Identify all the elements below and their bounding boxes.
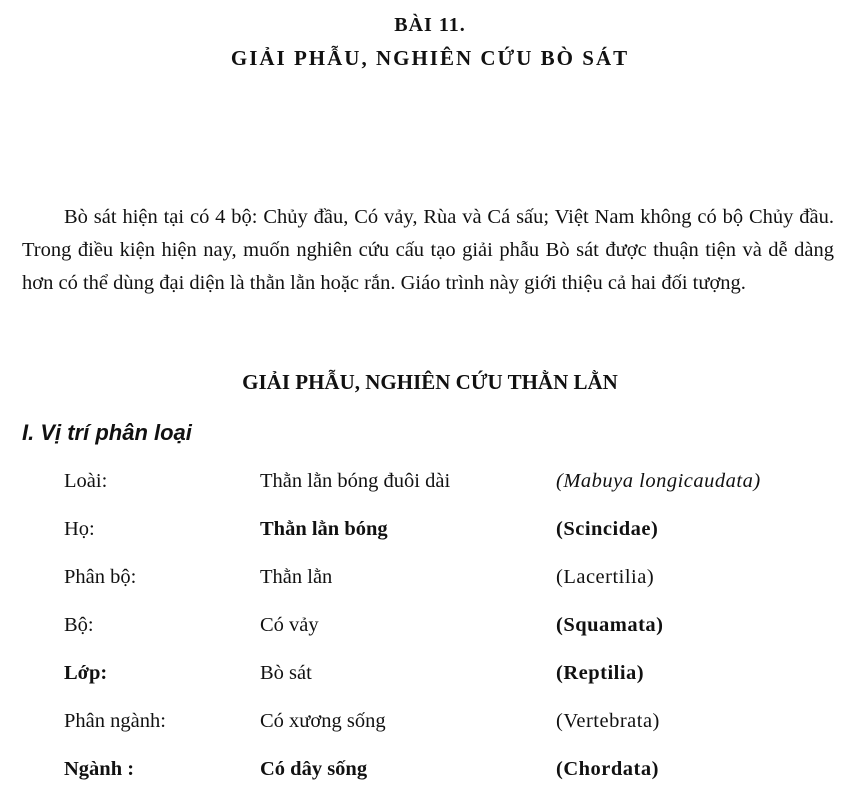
rank-label: Phân ngành:	[64, 710, 166, 732]
intro-paragraph: Bò sát hiện tại có 4 bộ: Chủy đầu, Có vảy, Rùa và Cá sấu; Việt Nam không có bộ Chủy đầu. Trong điều kiện hiện nay, muốn nghiên cứu cấu tạo giải phẫu Bò sát được thuận tiện và dễ dàng hơn có thể dùng đại diện là thằn lằn hoặc rắn. Giáo trình này giới thiệu cả hai đối tượng.	[22, 205, 834, 294]
taxonomy-row-phylum	[64, 758, 824, 806]
taxonomy-row-suborder	[64, 566, 824, 614]
sub-heading-classification: I. Vị trí phân loại	[22, 420, 192, 445]
scientific-name: (Squamata)	[556, 614, 664, 636]
vietnamese-name: Bò sát	[260, 662, 312, 684]
vietnamese-name: Có xương sống	[260, 710, 386, 732]
rank-label: Ngành :	[64, 758, 135, 780]
taxonomy-table	[64, 470, 824, 806]
taxonomy-row-family	[64, 518, 824, 566]
vietnamese-name: Có vảy	[260, 614, 319, 636]
lesson-number: BÀI 11.	[394, 14, 466, 36]
scientific-name: (Scincidae)	[556, 518, 659, 540]
rank-label: Bộ:	[64, 614, 94, 636]
rank-label: Phân bộ:	[64, 566, 137, 588]
taxonomy-row-class	[64, 662, 824, 710]
vietnamese-name: Thằn lằn bóng	[260, 518, 388, 540]
rank-label: Họ:	[64, 518, 95, 540]
rank-label: Lớp:	[64, 662, 108, 684]
chapter-title: GIẢI PHẪU, NGHIÊN CỨU BÒ SÁT	[230, 46, 630, 70]
vietnamese-name: Thằn lằn	[260, 566, 333, 588]
rank-label: Loài:	[64, 470, 108, 492]
taxonomy-row-subphylum	[64, 710, 824, 758]
scientific-name: (Reptilia)	[556, 662, 645, 684]
scientific-name: (Vertebrata)	[556, 710, 660, 732]
vietnamese-name: Thằn lằn bóng đuôi dài	[260, 470, 451, 492]
section-title: GIẢI PHẪU, NGHIÊN CỨU THẰN LẰN	[242, 370, 618, 394]
scientific-name: (Mabuya longicaudata)	[556, 470, 761, 492]
scientific-name: (Chordata)	[556, 758, 659, 780]
vietnamese-name: Có dây sống	[260, 758, 368, 780]
scientific-name: (Lacertilia)	[556, 566, 655, 588]
taxonomy-row-order	[64, 614, 824, 662]
taxonomy-row-species	[64, 470, 824, 518]
